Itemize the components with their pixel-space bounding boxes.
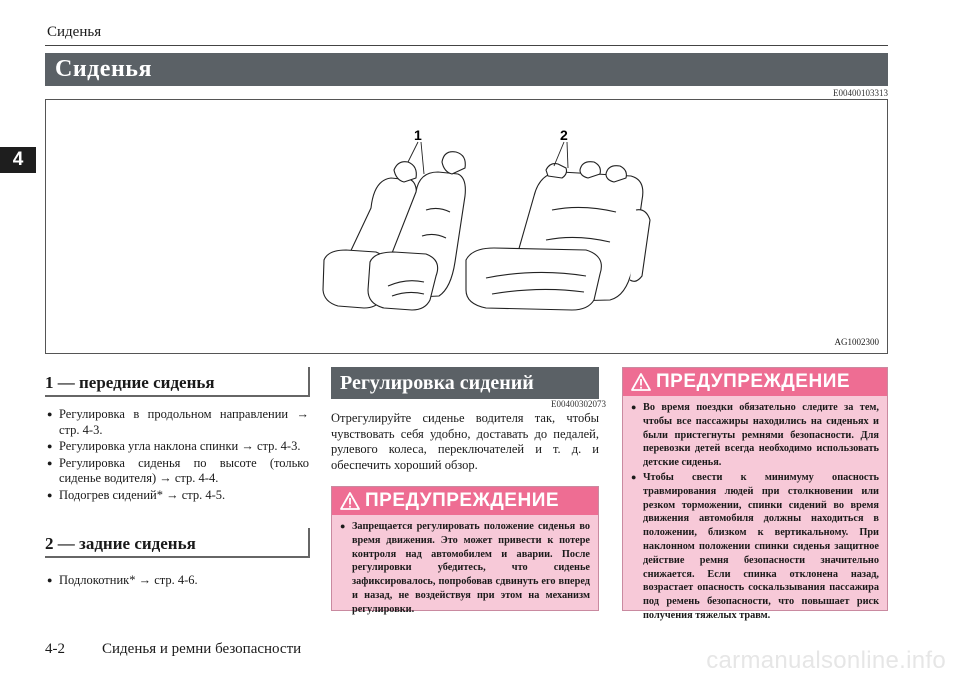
adjustment-code: E00400302073 <box>551 399 606 409</box>
adjustment-text: Отрегулируйте сиденье водителя так, чтобы чувствовать себя удобно, доставать до педалей, рулевого колеса, переключателей и т. д. и обеспечить хороший обзор. <box>331 411 599 472</box>
warning-list <box>332 515 598 617</box>
warning-header <box>623 368 887 396</box>
adjustment-heading: Регулировка сидений <box>331 367 599 399</box>
warning-header <box>332 487 598 515</box>
seats-illustration <box>45 99 888 354</box>
section-code: E00400103313 <box>833 88 888 98</box>
rear-seat <box>466 162 650 310</box>
warning-title: ПРЕДУПРЕЖДЕНИЕ <box>365 490 560 511</box>
seats-drawing <box>46 100 887 353</box>
warning-triangle-icon <box>340 492 360 510</box>
callout-leaders <box>408 142 568 174</box>
list-item: ● Во время поездки обязательно следите за тем, чтобы все пассажиры находились на сиденьях и были пристегнуты ремнями безопасности. Для перевозки детей всегда необходимо использовать детские сиденья. <box>631 401 879 470</box>
warning-box-left <box>331 486 599 615</box>
warning-list <box>623 396 887 623</box>
running-head: Сиденья <box>47 24 102 40</box>
list-item: ● Подлокотник* → стр. 4-6. <box>47 573 309 589</box>
warning-box-right <box>622 367 888 621</box>
section-title: Сиденья <box>45 53 888 86</box>
list-item: ● Регулировка сиденья по высоте (только сиденье водителя) → стр. 4-4. <box>47 456 309 487</box>
rear-seats-heading: 2 — задние сиденья <box>45 528 310 558</box>
list-item: ● Регулировка в продольном направлении → стр. 4-3. <box>47 407 309 438</box>
list-item: ● Подогрев сидений* → стр. 4-5. <box>47 488 309 504</box>
footer-chapter-title: Сиденья и ремни безопасности <box>102 641 302 657</box>
warning-title: ПРЕДУПРЕЖДЕНИЕ <box>656 371 851 392</box>
watermark[interactable]: carmanualsonline.info <box>706 647 946 674</box>
list-item: ● Запрещается регулировать положение сиденья во время движения. Это может привести к потере контроля над автомобилем и аварии. После регулировки убедитесь, что сиденье зафиксировалось, попробовав сдвинуть его вперед и назад, не воздействуя при этом на механизм регулировки. <box>340 520 590 617</box>
chapter-tab: 4 <box>0 147 36 173</box>
list-item: ● Чтобы свести к минимуму опасность травмирования людей при столкновении или резком торможении, спинки сидений во время движения автомобиля должны находиться в положении, близком к вертикальному. При наклонном положении спинки сиденья защитное действие ремня безопасности значительно снижается. Если спинка отклонена назад, возрастает опасность соскальзывания пассажира под ремень безопасности, что повышает риск получения тяжелых травм. <box>631 471 879 623</box>
list-item: ● Регулировка угла наклона спинки → стр. 4-3. <box>47 439 309 455</box>
front-seats-list <box>47 407 309 504</box>
callout-1: 1 <box>414 127 422 143</box>
page-number: 4-2 <box>45 641 65 657</box>
front-seats-heading: 1 — передние сиденья <box>45 367 310 397</box>
rear-seats-list <box>47 573 309 590</box>
header-rule <box>45 45 888 46</box>
warning-triangle-icon <box>631 373 651 391</box>
callout-2: 2 <box>560 127 568 143</box>
figure-code: AG1002300 <box>834 337 879 347</box>
